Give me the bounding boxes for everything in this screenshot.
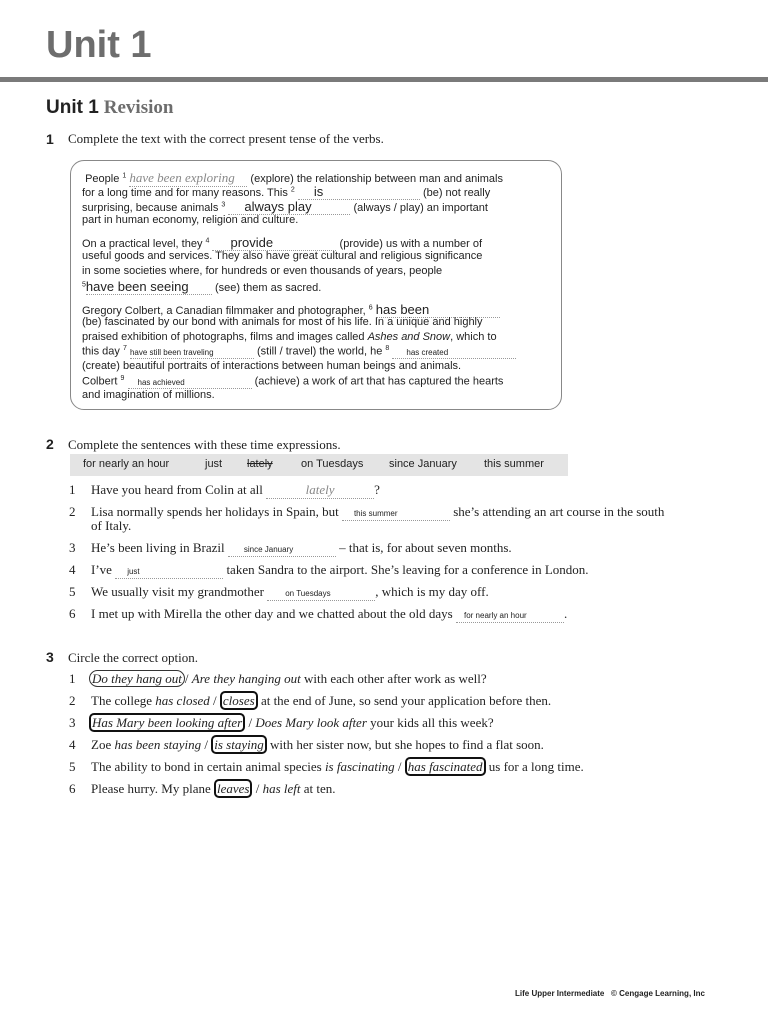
ex2-item: Lisa normally spends her holidays in Spain, but this summer she’s attending an art course in the south	[91, 504, 665, 519]
ex2-item-number: 6	[69, 606, 76, 621]
ex2-item-number: 4	[69, 562, 76, 577]
ex3-item: Zoe has been staying / is staying with her sister now, but she hopes to find a flat soon.	[91, 737, 544, 752]
ex2-item-continued: of Italy.	[91, 518, 132, 533]
footer-copyright: © Cengage Learning, Inc	[611, 989, 705, 998]
ex1-blank-3[interactable]: always play	[228, 199, 350, 215]
word-option: on Tuesdays	[301, 458, 364, 470]
ex3-item: The ability to bond in certain animal species is fascinating / has fascinated us for a long time.	[91, 759, 584, 774]
ex1-blank-1[interactable]: have been exploring	[129, 170, 247, 187]
ex3-option-circled[interactable]: Has Mary been looking after	[89, 713, 245, 732]
ex3-item-number: 1	[69, 671, 76, 686]
ex3-option-circled[interactable]: closes	[220, 691, 258, 710]
ex1-line: in some societies where, for hundreds or even thousands of years, people	[82, 265, 443, 277]
word-option: just	[205, 458, 223, 470]
ex2-item-number: 3	[69, 540, 76, 555]
ex3-item: Has Mary been looking after / Does Mary look after your kids all this week?	[89, 715, 494, 731]
ex1-blank-2[interactable]: is	[298, 184, 420, 200]
section-title	[46, 96, 173, 119]
exercise-1-instruction: Complete the text with the correct present tense of the verbs.	[68, 131, 384, 146]
ex1-blank-6[interactable]: has been	[376, 302, 500, 318]
ex1-blank-5[interactable]: have been seeing	[86, 279, 212, 295]
footer-book-title: Life Upper Intermediate	[515, 989, 605, 998]
ex1-line: for a long time and for many reasons. This $^2$ is (be) not really	[82, 184, 491, 199]
ex2-blank-2[interactable]: this summer	[342, 504, 450, 521]
ex1-line: (create) beautiful portraits of interactions between human beings and animals.	[82, 360, 462, 372]
ex1-line: Colbert $^9$ has achieved (achieve) a work of art that has captured the hearts	[82, 375, 504, 388]
ex3-item: Do they hang out / Are they hanging out with each other after work as well?	[89, 671, 487, 687]
ex2-blank-4[interactable]: just	[115, 562, 223, 579]
ex3-option-circled[interactable]: Do they hang out	[89, 670, 185, 687]
ex3-option-circled[interactable]: leaves	[214, 779, 252, 798]
ex1-line: On a practical level, they $^4$ provide (provide) us with a number of	[82, 235, 482, 250]
ex1-blank-7[interactable]: have still been traveling	[130, 346, 254, 359]
ex2-blank-6[interactable]: for nearly an hour	[456, 606, 564, 623]
word-option: for nearly an hour	[83, 458, 170, 470]
word-box	[70, 454, 568, 476]
ex2-blank-3[interactable]: since January	[228, 540, 336, 557]
word-option: since January	[389, 458, 457, 470]
word-option: this summer	[484, 458, 544, 470]
ex2-item: Have you heard from Colin at all lately ?	[91, 482, 380, 497]
ex1-line: useful goods and services. They also have great cultural and religious significance	[82, 250, 483, 262]
ex3-item-number: 2	[69, 693, 76, 708]
ex1-line: Gregory Colbert, a Canadian filmmaker and photographer, $^6$ has been	[82, 302, 500, 318]
ex3-option[interactable]: has been staying	[114, 737, 202, 752]
ex1-line: surprising, because animals $^3$ always play (always / play) an important	[82, 199, 488, 214]
ex3-item-number: 6	[69, 781, 76, 796]
exercise-2-instruction: Complete the sentences with these time expressions.	[68, 437, 341, 452]
ex1-line: (be) fascinated by our bond with animals for most of his life. In a unique and highly	[82, 316, 483, 328]
ex3-item-number: 3	[69, 715, 76, 730]
ex2-item-number: 2	[69, 504, 76, 519]
ex2-item-number: 5	[69, 584, 76, 599]
section-unit-label: Unit 1	[46, 97, 99, 118]
ex3-option[interactable]: Are they hanging out	[191, 671, 301, 686]
ex3-option-circled[interactable]: has fascinated	[405, 757, 486, 776]
ex3-option-circled[interactable]: is staying	[211, 735, 266, 754]
ex1-blank-9[interactable]: has achieved	[128, 376, 252, 389]
unit-title: Unit 1	[46, 24, 152, 66]
ex2-blank-1[interactable]: lately	[266, 482, 374, 499]
ex1-line: praised exhibition of photographs, films and images called Ashes and Snow, which to	[82, 331, 497, 343]
exercise-1-number: 1	[46, 131, 54, 147]
ex3-option[interactable]: Does Mary look after	[255, 715, 367, 730]
ex3-option[interactable]: has closed	[155, 693, 210, 708]
ex1-line: part in human economy, religion and culture.	[82, 214, 299, 226]
ex1-blank-4[interactable]: provide	[212, 235, 336, 251]
exercise-3-instruction: Circle the correct option.	[68, 650, 198, 665]
ex3-item: Please hurry. My plane leaves / has left at ten.	[91, 781, 336, 796]
ex2-item-number: 1	[69, 482, 76, 497]
exercise-3-number: 3	[46, 649, 54, 665]
ex1-blank-8[interactable]: has created	[392, 346, 516, 359]
ex3-option[interactable]: is fascinating	[324, 759, 395, 774]
ex3-item-number: 5	[69, 759, 76, 774]
exercise-2-number: 2	[46, 436, 54, 452]
footer	[515, 989, 705, 998]
ex3-item-number: 4	[69, 737, 76, 752]
ex1-line: People $^1$ have been exploring (explore) the relationship between man and animals	[85, 170, 503, 185]
header-rule	[0, 77, 768, 82]
ex2-item: I’ve just taken Sandra to the airport. She’s leaving for a conference in London.	[91, 562, 589, 577]
ex3-option[interactable]: has left	[262, 781, 301, 796]
ex1-line: this day $^7$ have still been traveling (still / travel) the world, he $^8$ has created	[82, 345, 516, 359]
ex1-line: $^5$have been seeing (see) them as sacred.	[82, 279, 322, 294]
ex2-item: He’s been living in Brazil since January – that is, for about seven months.	[91, 540, 512, 555]
ex2-item: We usually visit my grandmother on Tuesdays , which is my day off.	[91, 584, 489, 599]
ex2-item: I met up with Mirella the other day and we chatted about the old days for nearly an hour .	[91, 606, 568, 621]
section-revision-label: Revision	[103, 97, 174, 118]
ex3-item: The college has closed / closes at the end of June, so send your application before then.	[91, 693, 552, 708]
word-option-used: lately	[247, 458, 273, 470]
ex1-line: and imagination of millions.	[82, 389, 215, 401]
ex2-blank-5[interactable]: on Tuesdays	[267, 584, 375, 601]
